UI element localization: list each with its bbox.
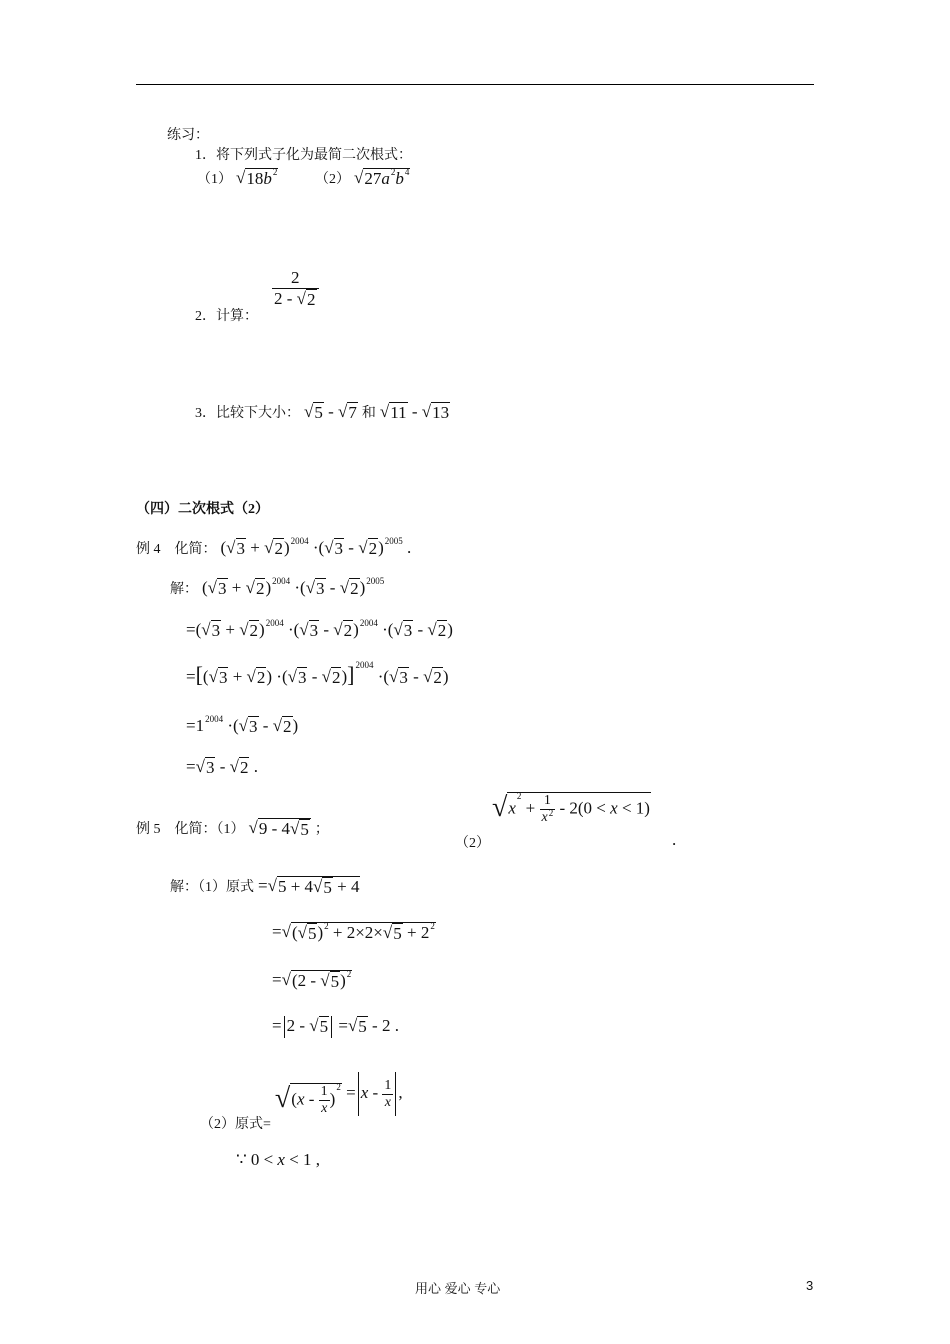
section-title: （四）二次根式（2）	[136, 502, 269, 517]
semicolon: ；	[314, 822, 329, 837]
part-2-label: （2）	[315, 172, 350, 187]
example-4	[136, 538, 411, 559]
math-expression: $=[(√3 + √2) \cdot(√3 - √2)]^{2004} \cdot(√3 - √2)$	[186, 660, 449, 687]
math-expression: $(√3 + √2)^{2004} \cdot(√3 - √2)^{2005}$	[202, 576, 385, 598]
footer-text: 用心 爱心 专心	[415, 1281, 501, 1296]
math-expression: $=√(√5)^2 + 2\times 2\times√5 + 2^2$	[272, 921, 435, 943]
solution-label: 解：（1）原式	[170, 880, 254, 895]
example-5-solution-2	[200, 1072, 403, 1132]
math-expression: $=1^{2004} \cdot(√3 - √2)$	[186, 714, 299, 736]
question-1-part-2	[315, 168, 410, 189]
math-expression: $√27a^2b^4$	[354, 167, 410, 188]
example-4-solution	[170, 578, 384, 599]
math-expression: $\frac{2}{2 - √2}$	[272, 268, 319, 310]
because-line	[236, 1150, 320, 1170]
exercise-heading: 练习：	[167, 128, 209, 143]
end-period: .	[672, 830, 677, 849]
math-expression: $(√3 + √2)^{2004} \cdot(√3 - √2)^{2005}$ .	[220, 536, 412, 558]
math-expression: √5 - √7	[304, 402, 357, 422]
math-expression: √9 - 4√5	[248, 818, 309, 839]
question-1-part-1	[197, 168, 278, 189]
example-5-label: 例 5 化简：（1）	[136, 822, 245, 837]
math-expression: √(x - $\frac{1}{x}$ )$^2$ = x - $\frac{1}{x}$ ,	[275, 1083, 403, 1102]
math-expression: $√x^2$ + $\frac{1}{x^2}$ - 2(0 < x < 1)	[492, 791, 650, 825]
math-expression: $√18b^2$	[236, 167, 278, 188]
because-symbol: ∵	[236, 1150, 247, 1169]
example-5-solution-1	[170, 876, 360, 898]
header-rule	[136, 84, 814, 85]
math-expression: = 2 - √5 =√5 - 2 .	[272, 1016, 399, 1038]
question-1-label: 1．将下列式子化为最简二次根式：	[195, 148, 412, 163]
solution-2-label: （2）原式=	[200, 1117, 271, 1132]
example-4-label: 例 4 化简：	[136, 542, 217, 557]
part-1-label: （1）	[197, 172, 232, 187]
page-number: 3	[806, 1278, 814, 1293]
example-5-part-2: （2）	[455, 836, 490, 851]
math-expression: 0 < x < 1 ,	[250, 1150, 321, 1169]
question-2-label: 2．计算：	[195, 309, 258, 324]
example-5	[136, 818, 329, 840]
question-3	[195, 402, 450, 423]
math-expression: =√5 + 4√5 + 4	[258, 876, 360, 897]
math-expression: =√(2 - √5)$^2$	[272, 969, 352, 991]
and-word: 和	[361, 406, 376, 421]
math-expression: √11 - √13	[379, 402, 450, 422]
math-expression: $=(√3 + √2)^{2004} \cdot(√3 - √2)^{2004} \cdot(√3 - √2)$	[186, 618, 453, 640]
question-3-label: 3．比较下大小：	[195, 406, 300, 421]
solution-label: 解：	[170, 582, 198, 597]
math-expression: =√3 - √2 .	[186, 757, 258, 777]
